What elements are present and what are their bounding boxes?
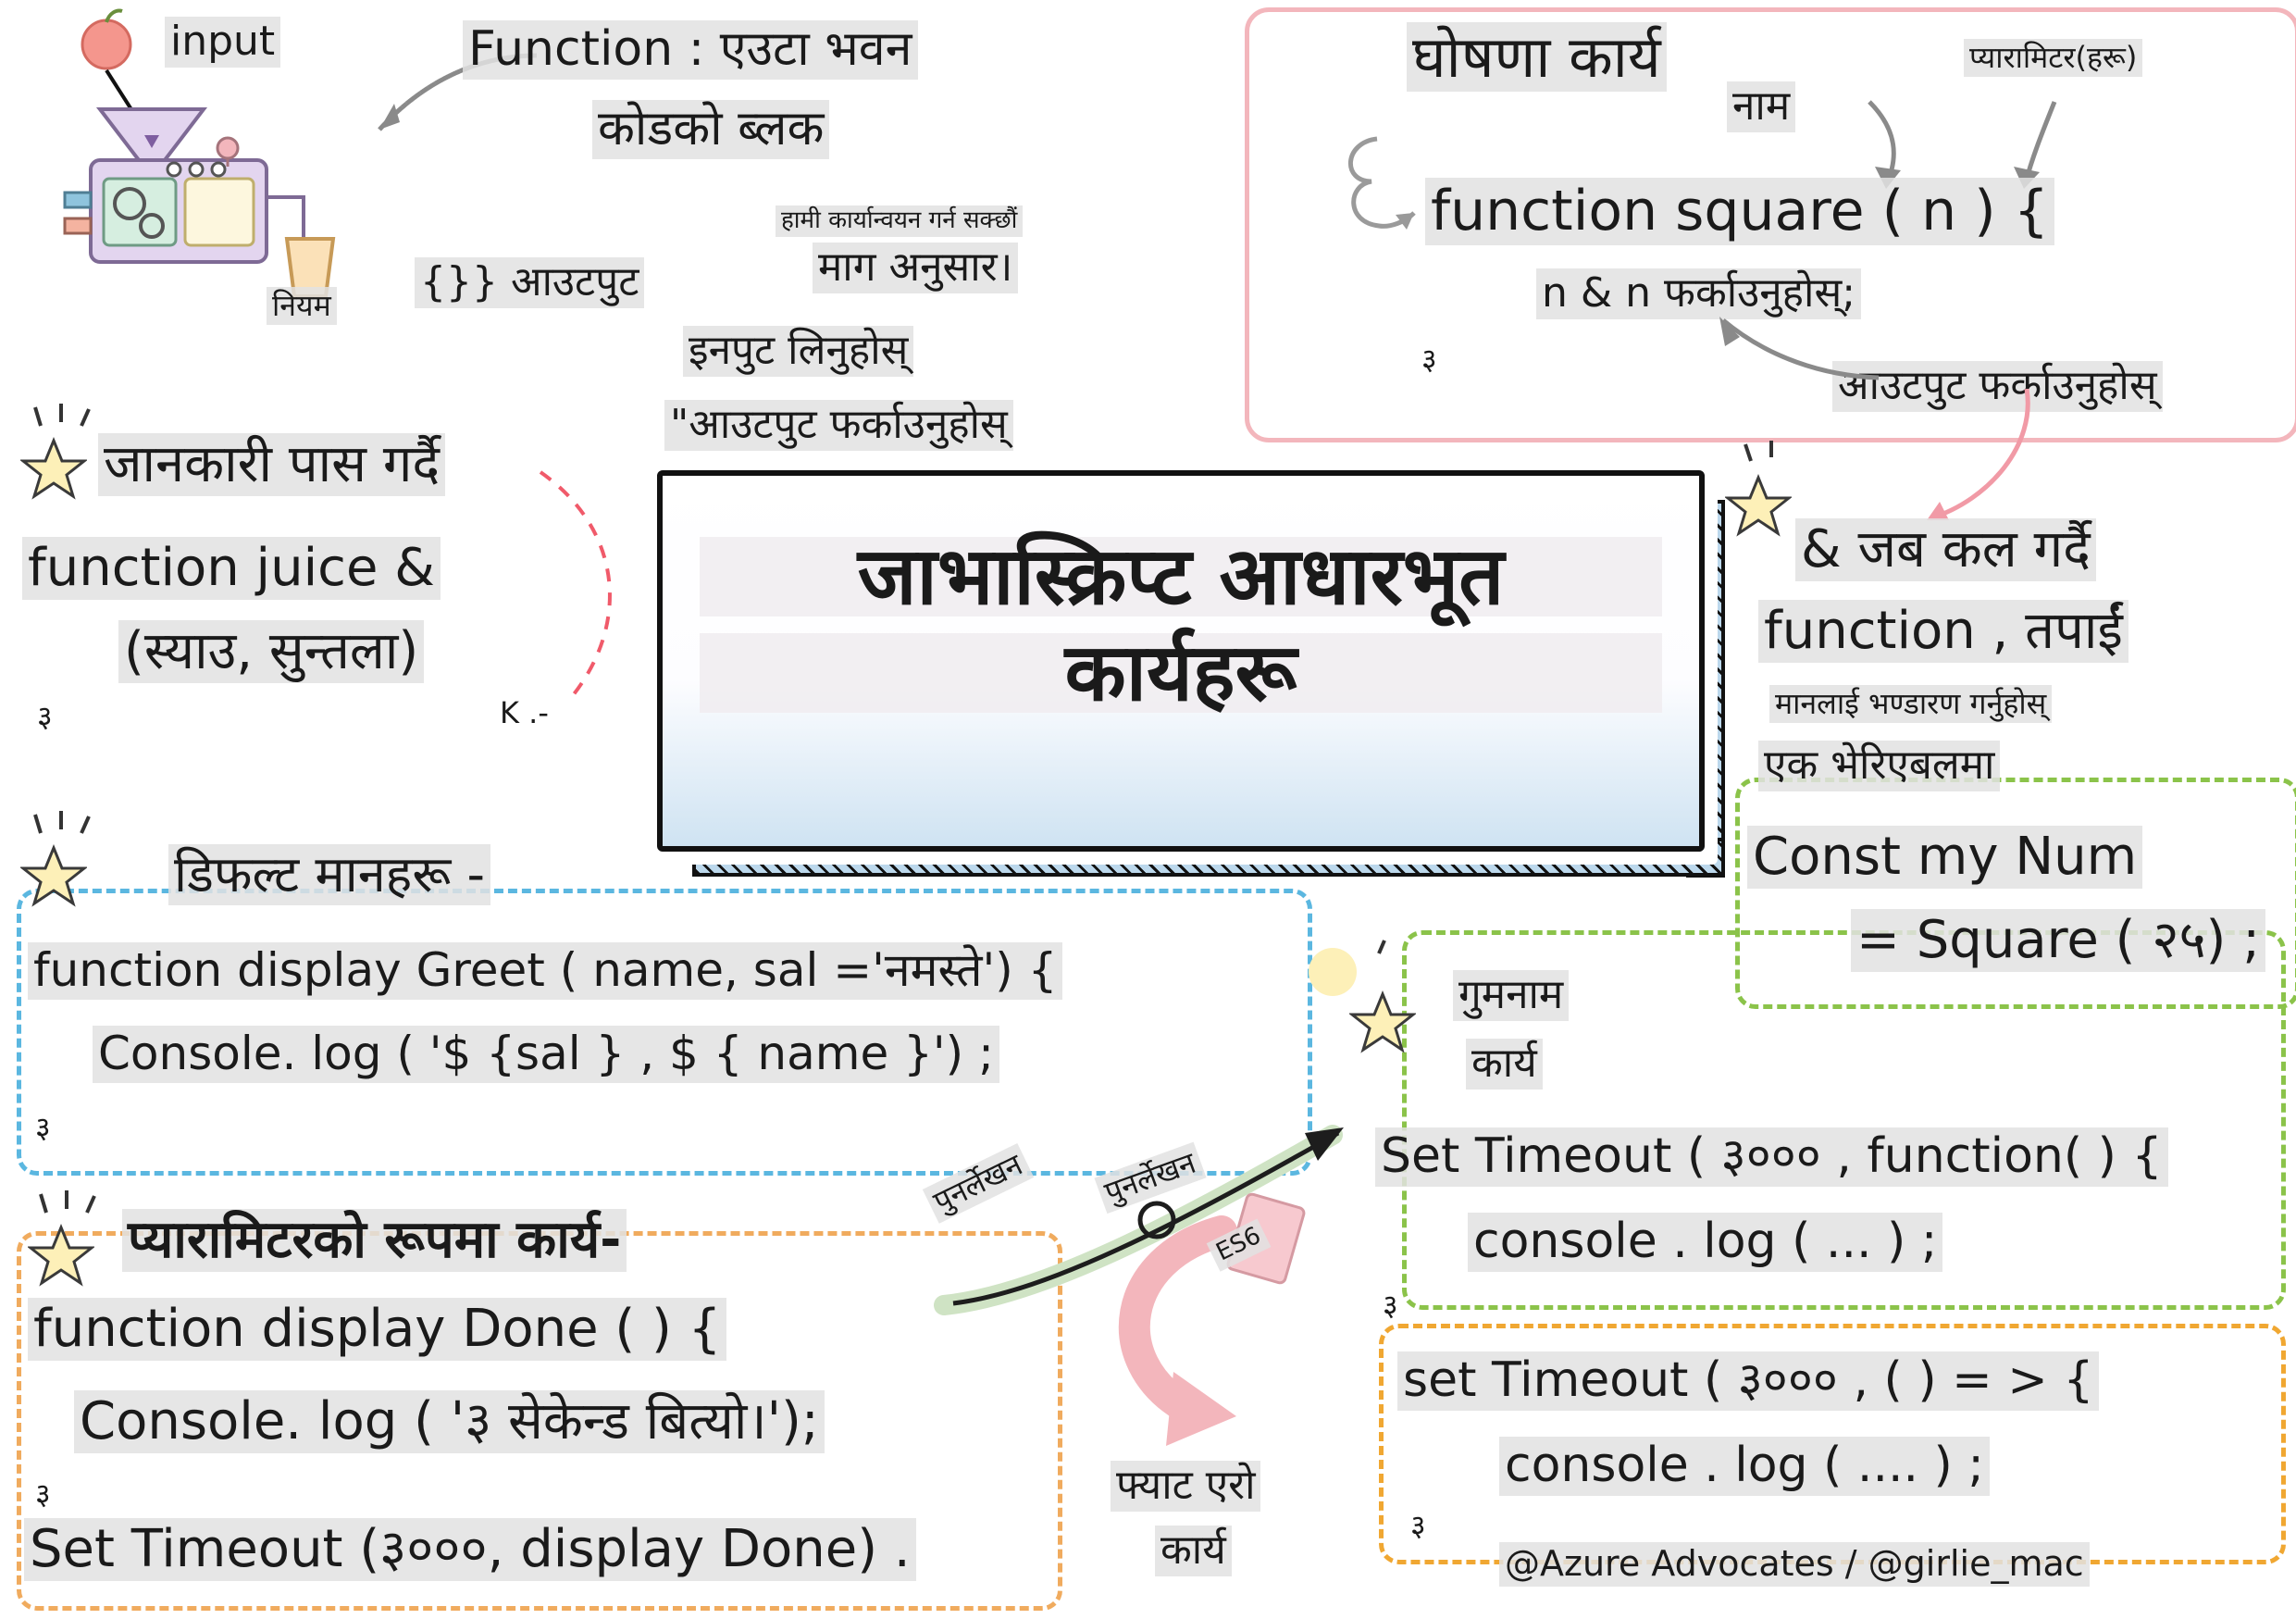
- passing-dashed-brace: [518, 463, 666, 722]
- definition-line-1: Function : एउटा भवन: [463, 20, 918, 80]
- passing-mark: K .-: [500, 695, 549, 730]
- defaults-code-line-1: function display Greet ( name, sal ='नमस्ते') {: [28, 942, 1062, 1000]
- anonymous-code-line-1: Set Timeout ( ३००० , function( ) {: [1375, 1127, 2168, 1187]
- sparkle-icon: [28, 398, 102, 441]
- passing-code-line-1: function juice &: [22, 537, 441, 600]
- star-icon: [20, 842, 87, 909]
- anonymous-heading-2: कार्य: [1466, 1039, 1543, 1090]
- passing-code-close: ३: [37, 699, 53, 734]
- declaration-code-close: ३: [1421, 342, 1437, 377]
- output-label: {}} आउटपुट: [415, 257, 644, 308]
- parameter-code-line-3: Set Timeout (३०००, display Done) .: [24, 1518, 916, 1581]
- definition-line-2: कोडको ब्लक: [592, 100, 829, 159]
- defaults-code-close: ३: [35, 1110, 51, 1145]
- sparkle-icon: [33, 1187, 107, 1227]
- declaration-code-line-2: n & n फर्काउनुहोस्;: [1536, 268, 1861, 319]
- star-icon: [28, 1222, 94, 1289]
- footer-credit: @Azure Advocates / @girlie_mac: [1499, 1542, 2090, 1587]
- parameter-code-line-1: function display Done ( ) {: [28, 1298, 726, 1361]
- flat-arrow-label-1: फ्याट एरो: [1111, 1461, 1260, 1512]
- arrow-code-line-2: console . log ( .... ) ;: [1499, 1437, 1990, 1496]
- sparkle-icon: [1740, 437, 1805, 474]
- definition-note-2: माग अनुसार।: [813, 243, 1018, 293]
- declaration-return-note: आउटपुट फर्काउनुहोस्: [1832, 361, 2163, 412]
- rule-label: नियम: [267, 287, 337, 325]
- defaults-code-line-2: Console. log ( '$ {sal } , $ { name }') ;: [93, 1026, 999, 1083]
- sparkle-icon: [1296, 935, 1407, 1009]
- star-icon: [1725, 472, 1792, 539]
- page-title-card: [657, 470, 1705, 852]
- declaration-heading: घोषणा कार्य: [1407, 22, 1667, 92]
- anonymous-code-close: ३: [1383, 1288, 1398, 1323]
- passing-heading: जानकारी पास गर्दै: [98, 433, 445, 496]
- calling-note-1: मानलाई भण्डारण गर्नुहोस्: [1769, 685, 2052, 723]
- rewrite-label-2: पुनर्लेखन: [1094, 1142, 1206, 1214]
- anonymous-heading-1: गुमनाम: [1453, 970, 1569, 1021]
- parameter-code-line-2: Console. log ( '३ सेकेन्ड बित्यो।');: [74, 1390, 825, 1453]
- definition-note-4: "आउटपुट फर्काउनुहोस्: [664, 400, 1013, 451]
- declaration-curl-decoration: [1325, 130, 1436, 259]
- anonymous-code-line-2: console . log ( ... ) ;: [1468, 1213, 1942, 1272]
- declaration-params-label: प्यारामिटर(हरू): [1964, 39, 2142, 77]
- star-icon: [20, 435, 87, 502]
- parameter-heading: प्यारामिटरको रूपमा कार्य-: [122, 1209, 627, 1272]
- const-call-region: [1735, 778, 2296, 1009]
- defaults-heading: डिफल्ट मानहरू -: [168, 844, 490, 905]
- calling-note-2: एक भेरिएबलमा: [1758, 741, 2000, 791]
- definition-note-1: हामी कार्यान्वयन गर्न सक्छौं: [776, 205, 1023, 237]
- declaration-code-line-1: function square ( n ) {: [1425, 178, 2054, 245]
- page-title-line-1: जाभास्क्रिप्ट आधारभूत: [700, 537, 1662, 616]
- arrow-code-line-1: set Timeout ( ३००० , ( ) = > {: [1397, 1351, 2099, 1411]
- input-label: input: [165, 17, 280, 68]
- rewrite-label-1: पुनर्लेखन: [923, 1143, 1034, 1223]
- parameter-code-close: ३: [35, 1476, 51, 1512]
- flat-arrow-label-2: कार्य: [1155, 1526, 1232, 1576]
- passing-code-line-2: (स्याउ, सुन्तला): [118, 620, 424, 683]
- declaration-name-label: नाम: [1727, 81, 1795, 132]
- calling-code-line-1: Const my Num: [1747, 826, 2142, 889]
- calling-heading-1: & जब कल गर्दै: [1795, 518, 2096, 581]
- arrow-code-close: ३: [1410, 1508, 1426, 1543]
- page-title-line-2: कार्यहरू: [700, 633, 1662, 713]
- es6-label: ES6: [1207, 1218, 1272, 1271]
- sparkle-icon: [28, 807, 102, 848]
- calling-code-line-2: = Square ( २५) ;: [1851, 909, 2265, 972]
- calling-heading-2: function , तपाईं: [1758, 600, 2128, 663]
- es6-loop-arrow: [1074, 1176, 1388, 1500]
- definition-note-3: इनपुट लिनुहोस्: [683, 326, 913, 377]
